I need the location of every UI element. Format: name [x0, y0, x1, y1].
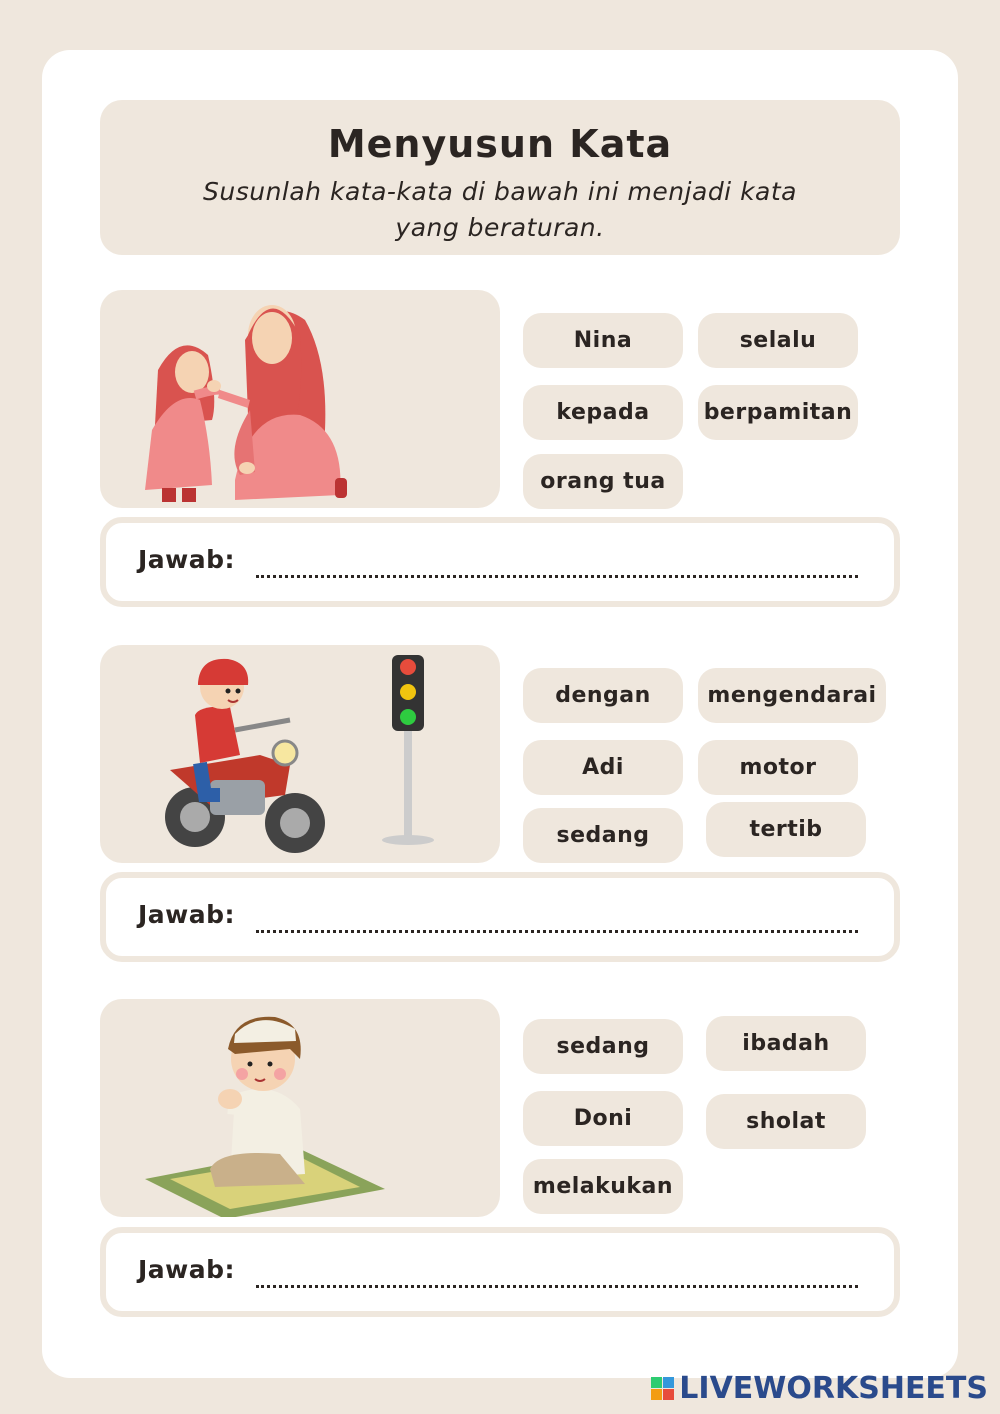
answer-label: Jawab: [138, 900, 236, 929]
answer-dotted-line[interactable] [256, 569, 858, 578]
boy-praying-illustration [100, 999, 500, 1217]
word-chip[interactable]: berpamitan [698, 385, 858, 440]
liveworksheets-icon [651, 1377, 675, 1401]
answer-dotted-line[interactable] [256, 924, 858, 933]
answer-box-3[interactable] [100, 1227, 900, 1317]
girl-and-mother-illustration [100, 290, 500, 508]
answer-label: Jawab: [138, 1255, 236, 1284]
word-chip[interactable]: sedang [523, 1019, 683, 1074]
answer-dotted-line[interactable] [256, 1279, 858, 1288]
word-chip[interactable]: melakukan [523, 1159, 683, 1214]
instructions: Susunlah kata-kata di bawah ini menjadi kata yang beraturan. [202, 177, 797, 242]
word-chip[interactable]: motor [698, 740, 858, 795]
brand-logo [651, 1371, 988, 1406]
word-chip[interactable]: sedang [523, 808, 683, 863]
brand-name: LIVEWORKSHEETS [679, 1371, 988, 1406]
picture-girl-greeting-mother [100, 290, 500, 508]
word-chip[interactable]: Nina [523, 313, 683, 368]
answer-label: Jawab: [138, 545, 236, 574]
page-title: Menyusun Kata [327, 122, 673, 166]
word-chip[interactable]: ibadah [706, 1016, 866, 1071]
word-chip[interactable]: selalu [698, 313, 858, 368]
answer-box-2[interactable] [100, 872, 900, 962]
word-chip[interactable]: dengan [523, 668, 683, 723]
word-chip[interactable]: Adi [523, 740, 683, 795]
word-chip[interactable]: orang tua [523, 454, 683, 509]
word-chip[interactable]: tertib [706, 802, 866, 857]
picture-boy-on-motorcycle [100, 645, 500, 863]
motorcycle-and-traffic-light-illustration [100, 645, 500, 863]
word-chip[interactable]: Doni [523, 1091, 683, 1146]
word-chip[interactable]: kepada [523, 385, 683, 440]
picture-boy-praying [100, 999, 500, 1217]
word-chip[interactable]: sholat [706, 1094, 866, 1149]
answer-box-1[interactable] [100, 517, 900, 607]
word-chip[interactable]: mengendarai [698, 668, 886, 723]
header-box [100, 100, 900, 255]
